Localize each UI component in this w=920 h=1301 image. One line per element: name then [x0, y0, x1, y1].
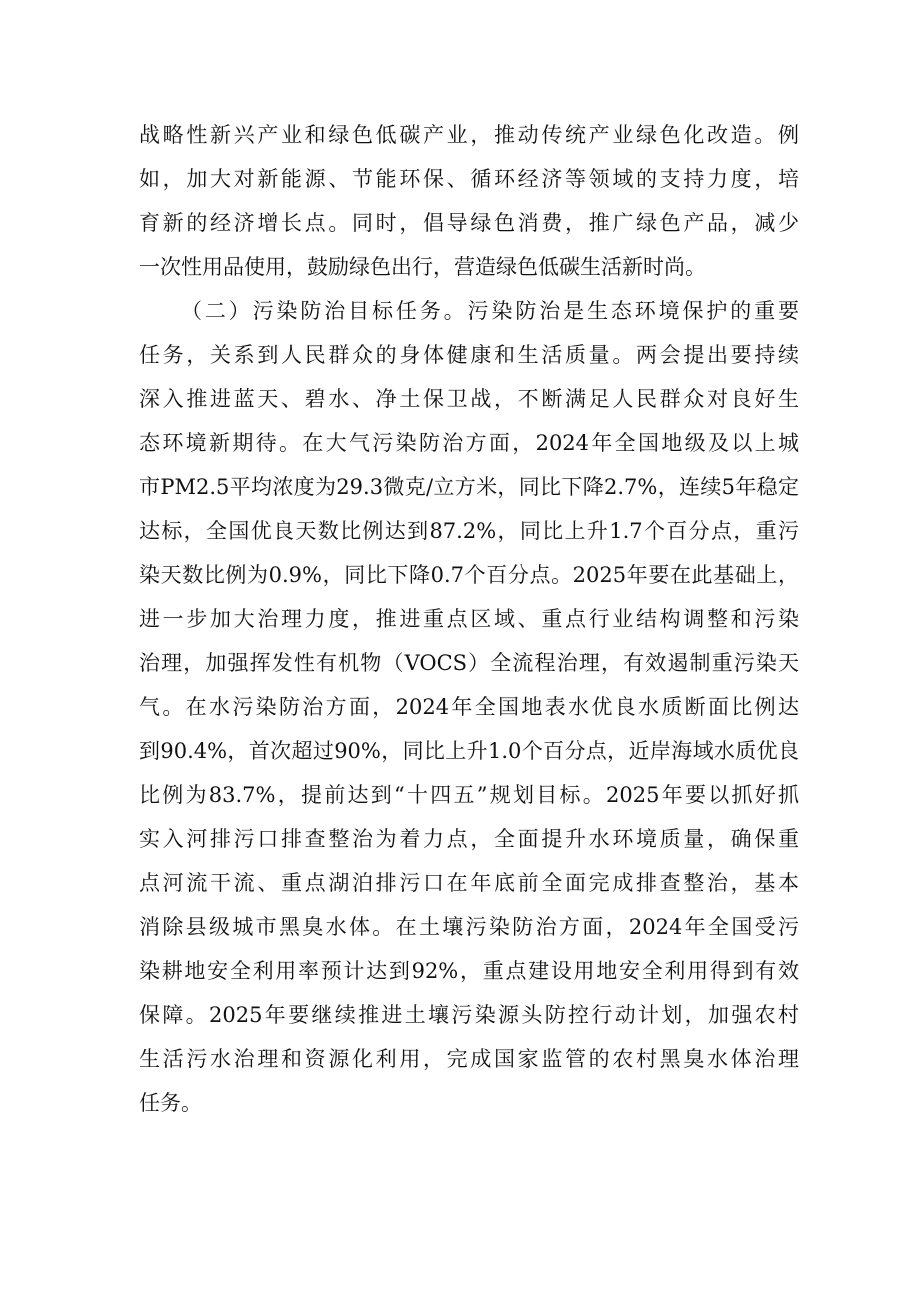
paragraph-2-line-7: 染天数比例为0.9%，同比下降0.7个百分点。2025年要在此基础上， [139, 563, 799, 587]
document-body [139, 113, 799, 1125]
paragraph-2-line-19: 任务。 [139, 1091, 202, 1115]
paragraph-2-line-2: 任务，关系到人民群众的身体健康和生活质量。两会提出要持续 [139, 343, 799, 367]
paragraph-2-line-18: 生活污水治理和资源化利用，完成国家监管的农村黑臭水体治理 [139, 1047, 799, 1071]
paragraph-1-line-4: 一次性用品使用，鼓励绿色出行，营造绿色低碳生活新时尚。 [139, 255, 706, 279]
paragraph-2-line-1: （二）污染防治目标任务。污染防治是生态环境保护的重要 [181, 299, 799, 323]
paragraph-2-line-15: 消除县级城市黑臭水体。在土壤污染防治方面，2024年全国受污 [139, 915, 799, 939]
paragraph-2-line-9: 治理，加强挥发性有机物（VOCS）全流程治理，有效遏制重污染天 [139, 651, 799, 675]
paragraph-1-line-2: 如，加大对新能源、节能环保、循环经济等领域的支持力度，培 [139, 167, 799, 191]
paragraph-2-line-4: 态环境新期待。在大气污染防治方面，2024年全国地级及以上城 [139, 431, 799, 455]
paragraph-2-line-11: 到90.4%，首次超过90%，同比上升1.0个百分点，近岸海域水质优良 [139, 739, 799, 763]
paragraph-2-line-5: 市PM2.5平均浓度为29.3微克/立方米，同比下降2.7%，连续5年稳定 [139, 475, 799, 499]
paragraph-1-line-1: 战略性新兴产业和绿色低碳产业，推动传统产业绿色化改造。例 [139, 123, 799, 147]
paragraph-1-line-3: 育新的经济增长点。同时，倡导绿色消费，推广绿色产品，减少 [139, 211, 799, 235]
paragraph-2-line-17: 保障。2025年要继续推进土壤污染源头防控行动计划，加强农村 [139, 1003, 799, 1027]
paragraph-2-line-3: 深入推进蓝天、碧水、净土保卫战，不断满足人民群众对良好生 [139, 387, 799, 411]
paragraph-2-line-14: 点河流干流、重点湖泊排污口在年底前全面完成排查整治，基本 [139, 871, 799, 895]
paragraph-2-line-13: 实入河排污口排查整治为着力点，全面提升水环境质量，确保重 [139, 827, 799, 851]
paragraph-2-line-12: 比例为83.7%，提前达到“十四五”规划目标。2025年要以抓好抓 [139, 783, 799, 807]
paragraph-2-line-8: 进一步加大治理力度，推进重点区域、重点行业结构调整和污染 [139, 607, 799, 631]
paragraph-2-line-16: 染耕地安全利用率预计达到92%，重点建设用地安全利用得到有效 [139, 959, 799, 983]
paragraph-2-line-10: 气。在水污染防治方面，2024年全国地表水优良水质断面比例达 [139, 695, 799, 719]
paragraph-2-line-6: 达标，全国优良天数比例达到87.2%，同比上升1.7个百分点，重污 [139, 519, 799, 543]
